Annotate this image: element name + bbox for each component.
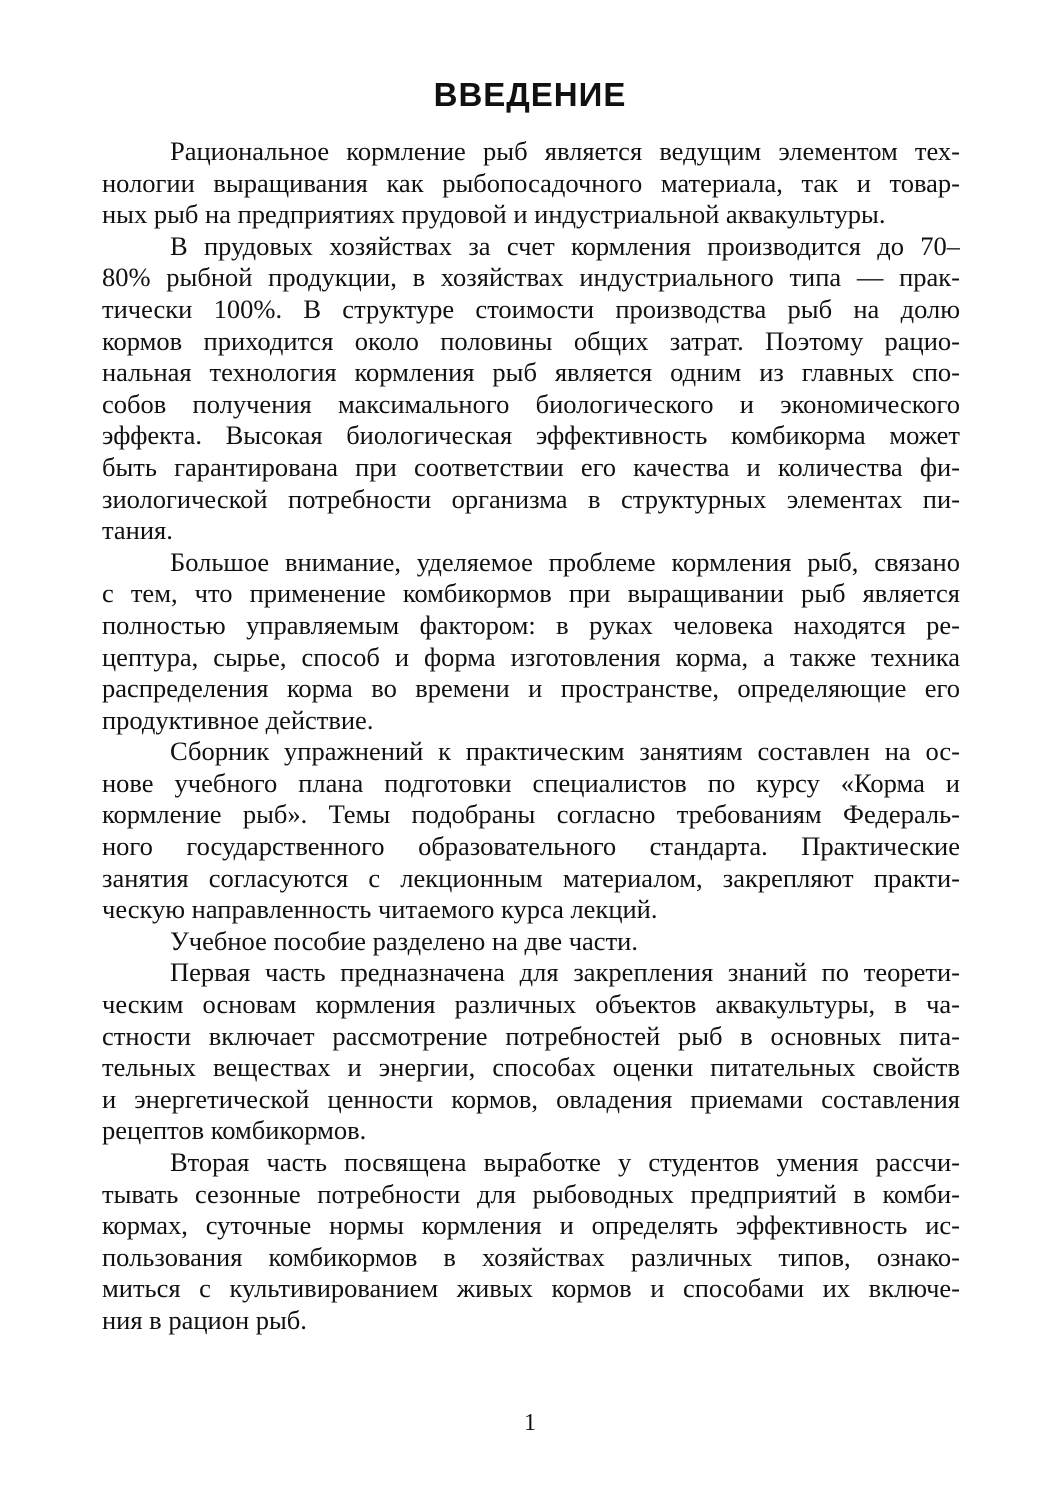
- text-line: цептура, сырье, способ и форма изготовления корма, а также техника: [102, 641, 960, 672]
- text-line: Большое внимание, уделяемое проблеме кормления рыб, связано: [170, 546, 960, 577]
- text-line: 80% рыбной продукции, в хозяйствах индустриального типа — прак-: [102, 262, 960, 293]
- text-line: нове учебного плана подготовки специалистов по курсу «Корма и: [102, 767, 960, 798]
- text-line: Сборник упражнений к практическим занятиям составлен на ос-: [170, 736, 960, 767]
- text-line: рецептов комбикормов.: [102, 1115, 367, 1146]
- text-line: пользования комбикормов в хозяйствах различных типов, ознако-: [102, 1241, 960, 1272]
- paragraph: [102, 136, 960, 231]
- text-line: стности включает рассмотрение потребностей рыб в основных пита-: [102, 1020, 960, 1051]
- page-title: ВВЕДЕНИЕ: [433, 76, 627, 113]
- paragraph: [102, 957, 960, 1147]
- text-line: Рациональное кормление рыб является ведущим элементом тех-: [170, 136, 960, 166]
- document-body: [102, 136, 960, 1337]
- text-line: быть гарантирована при соответствии его качества и количества фи-: [102, 451, 960, 482]
- text-line: ния в рацион рыб.: [102, 1304, 307, 1335]
- paragraph: [102, 926, 960, 958]
- text-line: Первая часть предназначена для закрепления знаний по теорети-: [170, 957, 960, 988]
- text-line: ческим основам кормления различных объектов аквакультуры, в ча-: [102, 989, 960, 1020]
- text-line: ных рыб на предприятиях прудовой и индустриальной аквакультуры.: [102, 199, 886, 230]
- paragraph: [102, 736, 960, 926]
- paragraph: [102, 547, 960, 737]
- text-line: кормление рыб». Темы подобраны согласно требованиям Федераль-: [102, 799, 960, 830]
- text-line: ческую направленность читаемого курса лекций.: [102, 894, 658, 925]
- text-line: ного государственного образовательного стандарта. Практические: [102, 831, 960, 862]
- text-line: занятия согласуются с лекционным материалом, закрепляют практи-: [102, 862, 960, 893]
- text-line: полностью управляемым фактором: в руках человека находятся ре-: [102, 609, 960, 640]
- paragraph: [102, 231, 960, 547]
- text-line: нальная технология кормления рыб является одним из главных спо-: [102, 357, 960, 388]
- text-line: Вторая часть посвящена выработке у студентов умения рассчи-: [170, 1147, 960, 1177]
- text-line: с тем, что применение комбикормов при выращивании рыб является: [102, 578, 960, 609]
- text-line: тания.: [102, 515, 173, 546]
- text-line: эффекта. Высокая биологическая эффективность комбикорма может: [102, 420, 960, 451]
- text-line: собов получения максимального биологического и экономического: [102, 388, 960, 419]
- text-line: продуктивное действие.: [102, 704, 374, 735]
- text-line: кормов приходится около половины общих затрат. Поэтому рацио-: [102, 325, 960, 356]
- text-line: В прудовых хозяйствах за счет кормления производится до 70–: [170, 230, 960, 261]
- text-line: тельных веществах и энергии, способах оценки питательных свойств: [102, 1052, 960, 1083]
- text-line: тывать сезонные потребности для рыбоводных предприятий в комби-: [102, 1178, 960, 1209]
- text-line: нологии выращивания как рыбопосадочного материала, так и товар-: [102, 167, 960, 198]
- page-number: 1: [524, 1410, 536, 1436]
- text-line: распределения корма во времени и пространстве, определяющие его: [102, 673, 960, 704]
- text-line: кормах, суточные нормы кормления и определять эффективность ис-: [102, 1210, 960, 1241]
- paragraph: [102, 1147, 960, 1337]
- text-line: Учебное пособие разделено на две части.: [170, 925, 638, 956]
- text-line: тически 100%. В структуре стоимости производства рыб на долю: [102, 293, 960, 324]
- text-line: зиологической потребности организма в структурных элементах пи-: [102, 483, 960, 514]
- text-line: миться с культивированием живых кормов и способами их включе-: [102, 1273, 960, 1304]
- text-line: и энергетической ценности кормов, овладения приемами составления: [102, 1083, 960, 1114]
